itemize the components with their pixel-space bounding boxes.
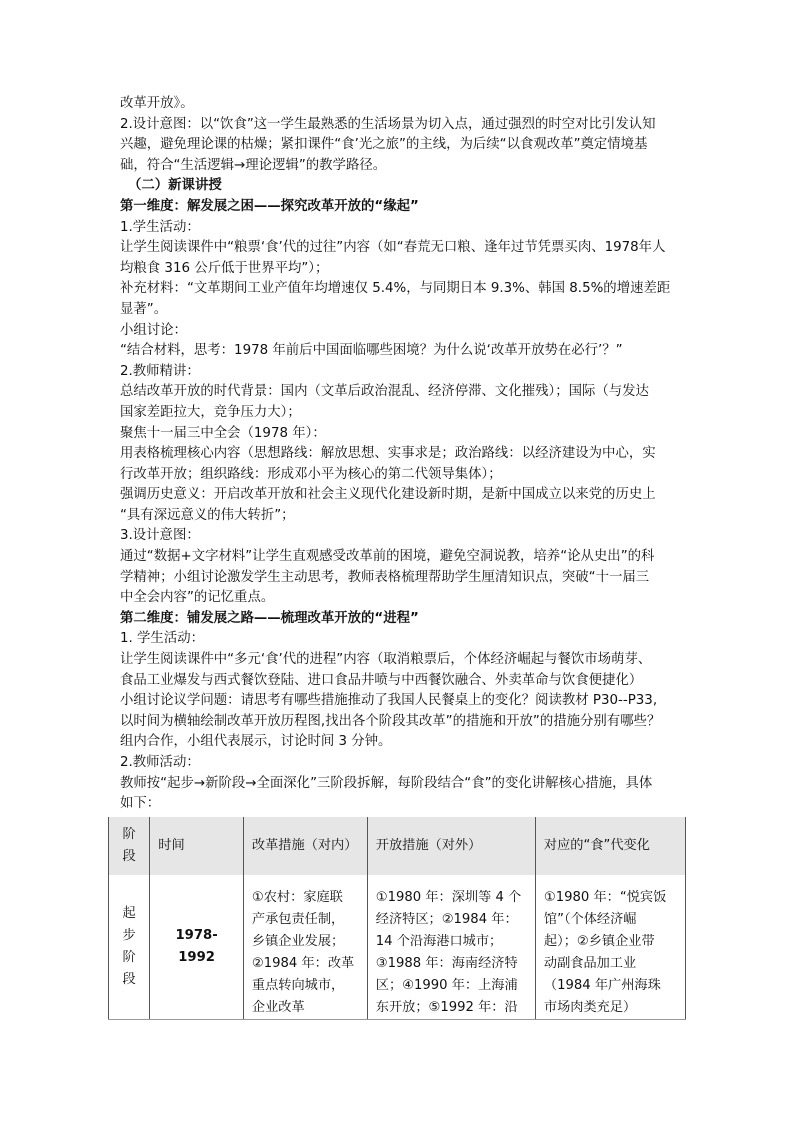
text-line: 1.学生活动： <box>120 219 200 235</box>
text-line: 行改革开放；组织路线：形成邓小平为核心的第二代领导集体）； <box>120 466 502 482</box>
table-header-row <box>109 817 686 875</box>
text-line: 中全会内容”的记忆重点。 <box>120 590 275 606</box>
text-line: “具有深远意义的伟大转折”； <box>120 507 295 523</box>
text-line: 兴趣，避免理论课的枯燥；紧扣课件“食’光之旅”的主线，为后续“以食观改革”奠定情境基 <box>120 137 648 153</box>
text-line: 础，符合“生活逻辑→理论逻辑”的教学路径。 <box>120 157 387 173</box>
document-page <box>120 94 680 1020</box>
header-time: 时间 <box>150 817 244 875</box>
reform-line: ②1984 年：改革 <box>251 955 355 971</box>
food-line: 动副食品加工业 <box>543 955 637 971</box>
dimension-heading: 第一维度：解发展之困——探究改革开放的“缘起” <box>120 198 419 214</box>
reform-line: 企业改革 <box>251 999 305 1015</box>
food-line: 馆”（个体经济崛 <box>543 911 637 927</box>
food-line: ①1980 年：“悦宾饭 <box>543 889 667 905</box>
text-line: 用表格梳理核心内容（思想路线：解放思想、实事求是；政治路线：以经济建设为中心，实 <box>120 446 656 462</box>
header-food: 对应的“食”代变化 <box>535 817 685 875</box>
text-line: 2.设计意图：以“饮食”这一学生最熟悉的生活场景为切入点，通过强烈的时空对比引发认知 <box>120 116 656 132</box>
opening-line: 经济特区；②1984 年： <box>375 911 518 927</box>
text-line: 1. 学生活动： <box>120 631 204 647</box>
text-line: 均粮食 316 公斤低于世界平均”）； <box>120 260 329 276</box>
text-line: 让学生阅读课件中“粮票‘食’代的过往”内容（如“春荒无口粮、逢年过节凭票买肉、1978年人 <box>120 240 666 256</box>
reform-stages-table <box>108 817 686 1020</box>
text-line: 让学生阅读课件中“多元‘食’代的进程”内容（取消粮票后，个体经济崛起与餐饮市场萌芽、 <box>120 652 652 668</box>
header-opening: 开放措施（对外） <box>367 817 535 875</box>
text-line: 食品工业爆发与西式餐饮登陆、进口食品井喷与中西餐饮融合、外卖革命与饮食便捷化） <box>120 672 643 688</box>
section-heading: （二）新课讲授 <box>128 178 222 194</box>
time-cell: 1978-1992 <box>150 875 244 1020</box>
opening-line: 区；④1990 年：上海浦 <box>375 977 518 993</box>
text-line: 总结改革开放的时代背景：国内（文革后政治混乱、经济停滞、文化摧残）；国际（与发达 <box>120 384 649 400</box>
text-line: 学精神；小组讨论激发学生主动思考，教师表格梳理帮助学生厘清知识点，突破“十一届三 <box>120 569 650 585</box>
text-line: 显著”。 <box>120 301 168 317</box>
stage-text: 起步阶段 <box>122 905 136 987</box>
text-line: 如下： <box>120 796 161 812</box>
reform-line: ①农村：家庭联 <box>251 889 343 905</box>
header-stage-text: 阶段 <box>122 826 136 864</box>
header-stage <box>109 817 150 875</box>
food-line: 起）；②乡镇企业带 <box>543 933 655 949</box>
header-reform: 改革措施（对内） <box>243 817 367 875</box>
text-line: 改革开放》。 <box>120 96 194 111</box>
opening-line: ③1988 年：海南经济特 <box>375 955 518 971</box>
text-line: 组内合作，小组代表展示，讨论时间 3 分钟。 <box>120 734 392 750</box>
table-row <box>109 875 686 1020</box>
opening-line: ①1980 年：深圳等 4 个 <box>375 889 522 905</box>
text-line: 3.设计意图： <box>120 528 200 544</box>
text-line: “结合材料，思考：1978 年前后中国面临哪些困境？为什么说‘改革开放势在必行’？” <box>120 343 623 359</box>
text-line: 2.教师活动： <box>120 755 200 770</box>
opening-line: 东开放；⑤1992 年：沿 <box>375 999 518 1015</box>
text-line: 小组讨论议学问题：请思考有哪些措施推动了我国人民餐桌上的变化？阅读教材 P30--P33, <box>120 693 658 709</box>
text-line: 教师按“起步→新阶段→全面深化”三阶段拆解，每阶段结合“食”的变化讲解核心措施，具体 <box>120 775 653 791</box>
text-line: 小组讨论： <box>120 322 187 338</box>
reform-cell <box>243 875 367 1020</box>
reform-line: 产承包责任制， <box>251 911 345 927</box>
opening-cell <box>367 875 535 1020</box>
food-change-cell <box>535 875 685 1020</box>
text-line: 通过“数据+文字材料”让学生直观感受改革前的困境，避免空洞说教，培养“论从史出”的科 <box>120 549 655 565</box>
text-line: 以时间为横轴绘制改革开放历程图,找出各个阶段其改革”的措施和开放”的措施分别有哪些？ <box>120 713 661 729</box>
text-line: 2.教师精讲： <box>120 363 200 379</box>
reform-line: 乡镇企业发展； <box>251 933 345 949</box>
dimension-heading: 第二维度：铺发展之路——梳理改革开放的“进程” <box>120 610 419 626</box>
text-line: 强调历史意义：开启改革开放和社会主义现代化建设新时期，是新中国成立以来党的历史上 <box>120 487 656 503</box>
reform-line: 重点转向城市， <box>251 977 345 993</box>
food-line: （1984 年广州海珠 <box>543 977 661 993</box>
text-line: 国家差距拉大，竞争压力大）； <box>120 404 301 420</box>
text-line: 聚焦十一届三中全会（1978 年）： <box>120 425 326 441</box>
stage-cell <box>109 875 150 1020</box>
opening-line: 14 个沿海港口城市； <box>375 933 503 949</box>
text-line: 补充材料：“文革期间工业产值年均增速仅 5.4%，与同期日本 9.3%、韩国 8.5%的增速差距 <box>120 281 671 297</box>
food-line: 市场肉类充足） <box>543 999 637 1015</box>
